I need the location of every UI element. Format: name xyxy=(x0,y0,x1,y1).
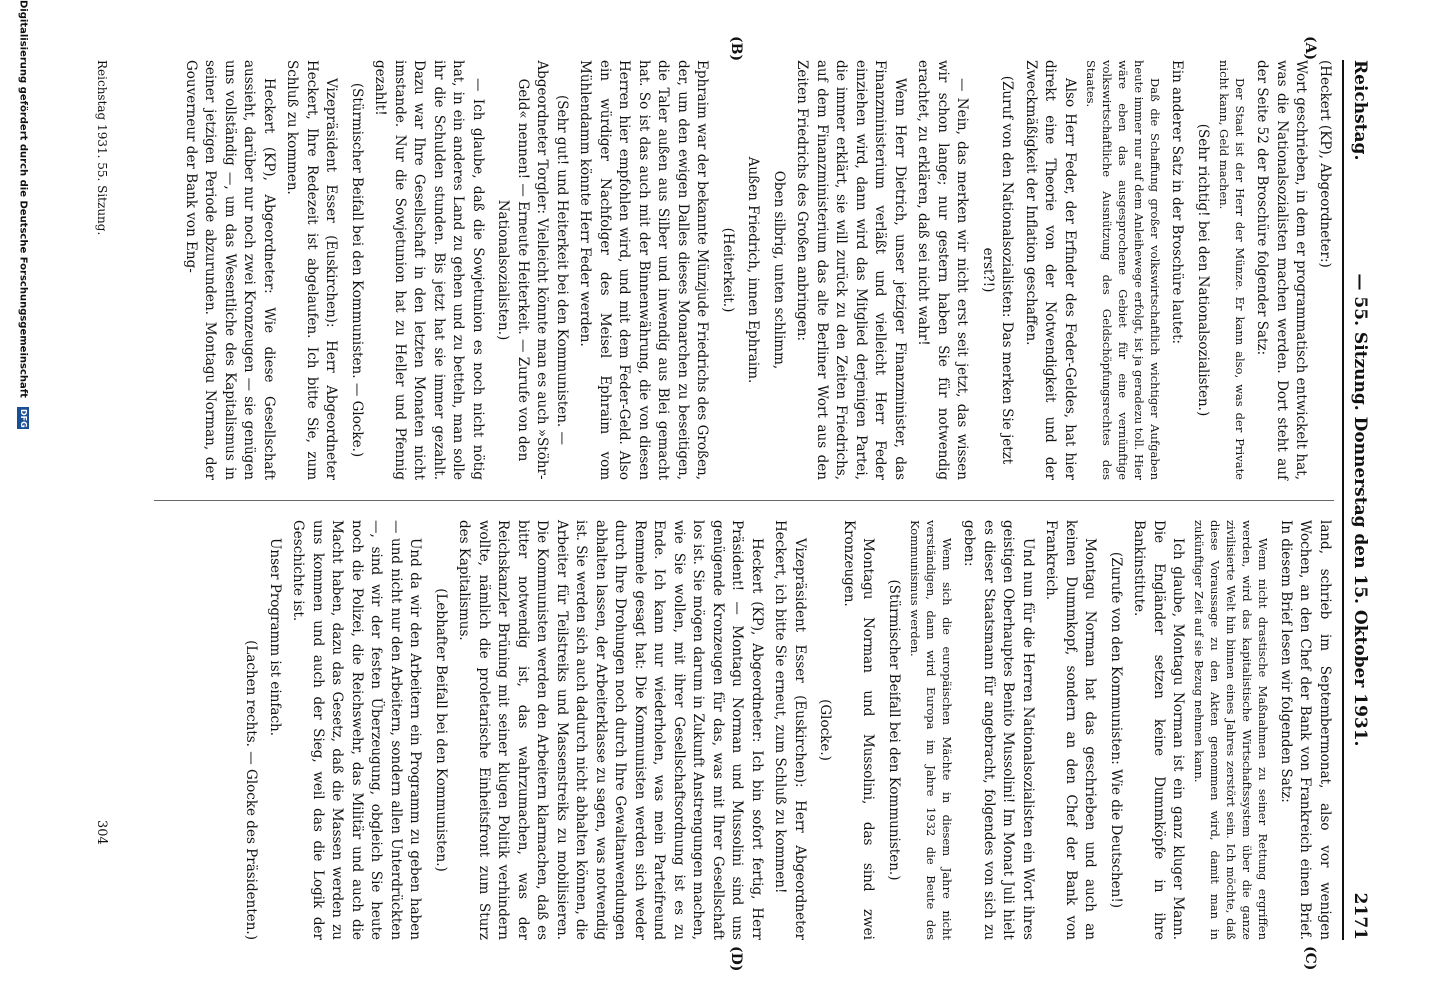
interjection: (Heiterkeit.) xyxy=(720,227,736,313)
quotation: Daß die Schaffung großer volkswirtschaftlich wichtiger Aufgaben heute immer nur auf dem Anleihewege erfolgt, ist ja geradezu toll. Hier wäre eben das ausgesprochene Gebiet für eine vernünftige volkswirtschaftliche Ausnützung des Geldschöpfungsrechtes des Staates. xyxy=(1084,60,1162,480)
paragraph: land, schrieb im Septembermonat, also vor wenigen Wochen, an den Chef der Bank von Frankreich einen Brief. In diesem Brief lesen wir folgenden Satz: xyxy=(1278,520,1333,940)
interjection: (Stürmischer Beifall bei den Kommunisten. — Glocke.) xyxy=(349,82,365,458)
digitization-credit xyxy=(9,0,29,1000)
paragraph: Ephraim war der bekannte Münzjude Friedrichs des Großen, der, um den ewigen Dalles dieses Monarchen zu beseitigen, die Taler außen aus Silber und inwendig aus Blei gemacht hat. So ist das auch mit der Binnenwährung, die von diesen Herren hier empfohlen wird, und mit dem Feder-Geld. Also ein würdiger Nachfolger des Meisel Ephraim vom Mühlendamm könnte Herr Feder werden. xyxy=(577,60,711,480)
paragraph: — Ich glaube, daß die Sowjetunion es noch nicht nötig hat, in ein anderes Land zu gehen und zu betteln, man solle ihr die Schulden stunden. Bis jetzt hat sie immer gezahlt. Dazu war Ihre Gesellschaft in den letzten Monaten nicht imstande. Nur die Sowjetunion hat zu Heller und Pfennig gezahlt! xyxy=(372,60,486,480)
speaker-line: (Heckert (KP), Abgeordneter:) xyxy=(1317,60,1333,268)
margin-marker-d: (D) xyxy=(728,946,744,972)
interjection: (Glocke.) xyxy=(817,699,834,761)
quotation: Wenn nicht drastische Maßnahmen zu seiner Rettung ergriffen werden, wird das kapitalistische Wirtschaftssystem über die ganze zivilisierte Welt hin binnen eines Jahres zerstört sein. Ich möchte, daß diese Voraussage zu den Akten genommen wird, damit man in zukünftiger Zeit auf sie Bezug nehmen kann. xyxy=(1192,520,1271,940)
interjection: (Sehr gut! und Heiterkeit bei den Kommunisten. — Abgeordneter Torgler: Vielleicht könnte man es auch »Stöhr-Geld« nennen! — Erneute Heiterkeit. — Zurufe von den Nationalsozialisten.) xyxy=(495,60,570,480)
paragraph: Ein anderer Satz in der Broschüre lautet: xyxy=(1169,60,1186,345)
speaker-paragraph: Heckert (KP), Abgeordneter: Ich bin sofort fertig, Herr Präsident! — Montagu Norman und Mussolini sind uns genügende Kronzeugen für das, was mit Ihrer Gesellschaft los ist. Sie mögen darum in Zukunft Anstrengungen machen, wie Sie wollen, mit ihrer Gesellschaftsordnung ist es zu Ende. Ich kann nur wiederholen, was mein Parteifreund Remmele gesagt hat: Die Kommunisten werden sich weder durch Ihre Drohungen noch durch Ihre Gewaltanwendungen abhalten lassen, der Arbeiterklasse zu sagen, was notwendig ist. Sie werden sich auch dadurch nicht abhalten können, die Arbeiter für Teilstreiks und Massenstreiks zu mobilisieren. Die Kommunisten werden den Arbeitern klarmachen, daß es bitter notwendig ist, das wahrzumachen, was der Reichskanzler Brüning mit seiner klugen Politik verhindern wollte, nämlich die proletarische Einheitsfront zum Sturz des Kapitalismus. xyxy=(456,520,765,940)
interjection: (Zurufe von den Kommunisten: Wie die Deutschen!) xyxy=(1108,551,1124,909)
column-divider xyxy=(154,500,1334,501)
interjection: (Stürmischer Beifall bei den Kommunisten.) xyxy=(886,579,902,881)
paragraph: Also Herr Feder, der Erfinder des Feder-Geldes, hat hier direkt eine Theorie von der Notwendigkeit und der Zweckmäßigkeit der Inflation geschaffen. xyxy=(1023,60,1078,480)
paragraph: Montagu Norman hat das geschrieben und auch an keinen Dummkopf, sondern an den Chef der Bank von Frankreich. xyxy=(1043,520,1099,940)
footer-session: Reichstag 1931. 55. Sitzung. xyxy=(95,60,109,236)
interjection: (Lebhafter Beifall bei den Kommunisten.) xyxy=(433,588,449,872)
interjection: (Zuruf von den Nationalsozialisten: Das merken Sie jetzt erst?!) xyxy=(980,75,1016,465)
verse-line: Außen Friedrich, innen Ephraim. xyxy=(745,156,762,384)
header-rule xyxy=(1342,60,1344,940)
paragraph: Und nun für die Herren Nationalsozialisten ein Wort ihres geistigen Oberhauptes Benito Mussolini! Im Monat Juli hielt es dieser Staatsmann für angebracht, folgendes von sich zu geben: xyxy=(961,520,1036,940)
paragraph: Wort geschrieben, in dem er programmatisch entwickelt hat, was die Nationalsozialisten machen werden. Dort steht auf der Seite 52 der Broschüre folgender Satz: xyxy=(1254,60,1310,480)
quotation: Der Staat ist der Herr der Münze. Er kann also, was der Private nicht kann, Geld machen. xyxy=(1217,60,1247,480)
header-left: Reichstag. xyxy=(1350,60,1370,161)
footer-page-number: 304 xyxy=(94,820,109,845)
president-remark: Vizepräsident Esser (Euskirchen): Herr Abgeordneter Heckert, Ihre Redezeit ist abgelaufen. Ich bitte Sie, zum Schluß zu kommen. xyxy=(284,60,340,480)
margin-marker-c: (C) xyxy=(1302,946,1318,971)
interjection: (Sehr richtig! bei den Nationalsozialisten.) xyxy=(1195,123,1211,417)
paragraph: Und da wir den Arbeitern ein Programm zu geben haben — und nicht nur den Arbeitern, sondern allen Unterdrückten —, sind wir der festen Überzeugung, obgleich Sie heute noch die Polizei, die Reichswehr, das Militär und auch die Macht haben, dazu das Gesetz, daß die Massen werden zu uns kommen und auch der Sieg, weil das die Logik der Geschichte ist. xyxy=(290,520,424,940)
paragraph: — Nein, das merken wir nicht erst seit jetzt, das wissen wir schon lange; nur gestern haben Sie für notwendig erachtet, zu erklären, daß sei nicht wahr! xyxy=(915,60,971,480)
credit-text: Digitalisierung gefördert durch die Deutsche Forschungsgemeinschaft xyxy=(17,0,29,398)
paragraph: Montagu Norman und Mussolini, das sind zwei Kronzeugen. xyxy=(841,520,877,940)
dfg-logo: DFG xyxy=(19,409,28,428)
margin-marker-a: (A) xyxy=(1302,36,1318,61)
paragraph: Wenn Herr Dietrich, unser jetziger Finanzminister, das Finanzministerium verläßt und vielleicht Herr Feder einziehen wird, dann wird das Mitglied derjenigen Partei, die immer erklärt, sie will zurück zu den Zeiten Friedrichs, auf dem Finanzministerium das alte Berliner Wort aus den Zeiten Friedrichs des Großen anbringen: xyxy=(794,60,908,480)
interjection: (Lachen rechts. — Glocke des Präsidenten.) xyxy=(243,640,260,940)
paragraph: Unser Programm ist einfach. xyxy=(267,538,283,736)
paragraph: Ich glaube, Montagu Norman ist ein ganz kluger Mann. Die Engländer setzen keine Dummköpfe in ihre Bankinstitute. xyxy=(1131,520,1187,940)
margin-marker-b: (B) xyxy=(728,36,744,62)
president-remark: Vizepräsident Esser (Euskirchen): Herr Abgeordneter Heckert, ich bitte Sie erneut, zum Schluß zu kommen! xyxy=(772,520,808,940)
speaker-paragraph: Heckert (KP), Abgeordneter: Wie diese Gesellschaft aussieht, darüber nur noch zwei Kronzeugen — sie genügen uns vollständig —, um das Wesentliche des Kapitalismus in seiner jetzigen Periode abzurunden. Montagu Norman, der Gouverneur der Bank von Eng- xyxy=(183,60,277,480)
page-header xyxy=(1344,60,1374,940)
header-title: — 55. Sitzung. Donnerstag den 15. Oktober 1931. xyxy=(1350,273,1370,747)
verse-line: Oben silbrig, unten schlimm, xyxy=(771,170,787,370)
left-column xyxy=(177,60,1335,480)
quotation: Wenn sich die europäischen Mächte in diesem Jahre nicht verständigen, dann wird Europa im Jahre 1932 die Beute des Kommunismus werden. xyxy=(908,520,954,940)
right-column xyxy=(237,520,1334,940)
page-number: 2171 xyxy=(1350,892,1370,940)
